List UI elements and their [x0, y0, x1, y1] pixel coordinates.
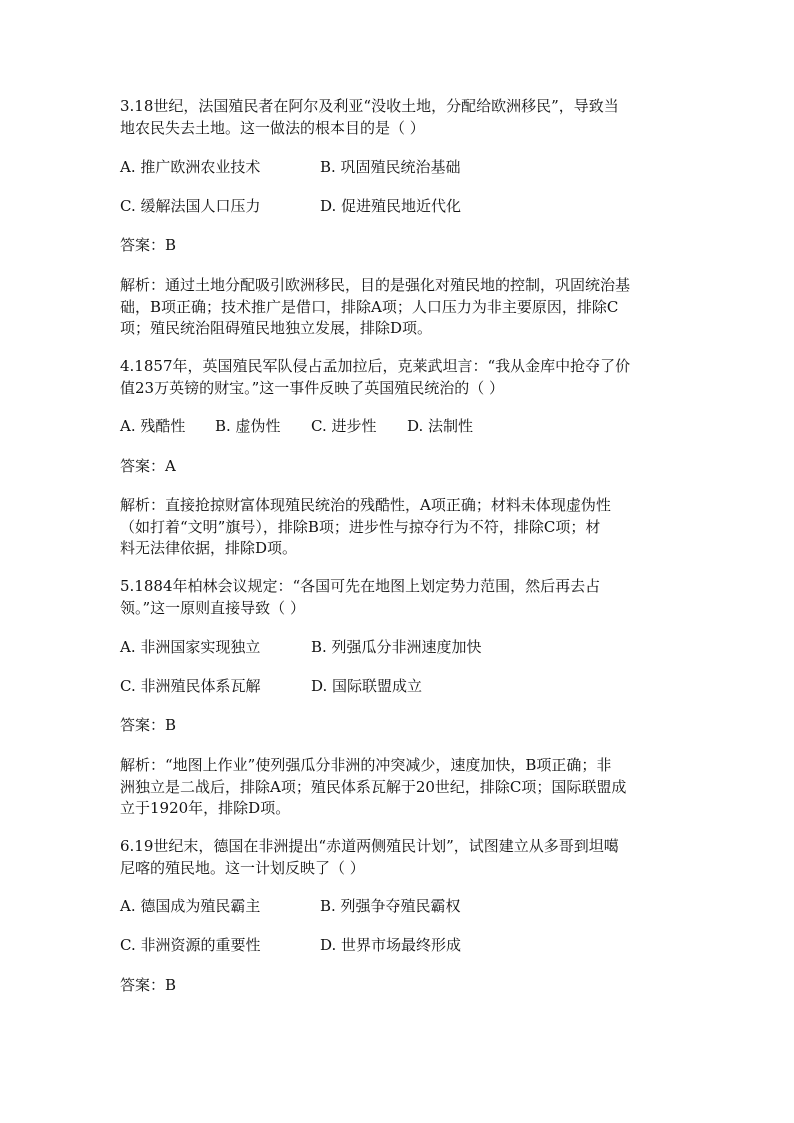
q6-option-c: C. 非洲资源的重要性 — [120, 936, 261, 954]
q5-option-c: C. 非洲殖民体系瓦解 — [120, 677, 261, 695]
q3-analysis-line-1: 解析：通过土地分配吸引欧洲移民，目的是强化对殖民地的控制，巩固统治基 — [120, 276, 631, 294]
q5-analysis-line-1: 解析：“地图上作业”使列强瓜分非洲的冲突减少，速度加快，B项正确；非 — [120, 756, 612, 774]
q4-option-a: A. 残酷性 — [120, 417, 186, 435]
q4-option-c: C. 进步性 — [311, 417, 377, 435]
q3-analysis-line-3: 项；殖民统治阻碍殖民地独立发展，排除D项。 — [120, 319, 433, 337]
q5-analysis-line-2: 洲独立是二战后，排除A项；殖民体系瓦解于20世纪，排除C项；国际联盟成 — [120, 778, 627, 796]
q4-option-d: D. 法制性 — [407, 417, 474, 435]
q4-analysis-line-1: 解析：直接抢掠财富体现殖民统治的残酷性，A项正确；材料未体现虚伪性 — [120, 496, 611, 514]
q3-stem-line-1: 3.18世纪，法国殖民者在阿尔及利亚“没收土地，分配给欧洲移民”，导致当 — [120, 97, 619, 115]
q6-answer: 答案：B — [120, 976, 177, 994]
q4-stem-line-1: 4.1857年，英国殖民军队侵占孟加拉后，克莱武坦言：“我从金库中抢夺了价 — [120, 357, 631, 375]
q5-option-d: D. 国际联盟成立 — [311, 677, 423, 695]
q5-analysis-line-3: 立于1920年，排除D项。 — [120, 799, 291, 817]
q6-stem-line-2: 尼喀的殖民地。这一计划反映了（ ） — [120, 859, 365, 877]
q6-option-a: A. 德国成为殖民霸主 — [120, 897, 261, 915]
q3-option-b: B. 巩固殖民统治基础 — [320, 158, 461, 176]
q4-option-b: B. 虚伪性 — [215, 417, 281, 435]
q4-analysis-line-2: （如打着“文明”旗号），排除B项；进步性与掠夺行为不符，排除C项；材 — [120, 518, 601, 536]
q5-answer: 答案：B — [120, 716, 177, 734]
q4-stem-line-2: 值23万英镑的财宝。”这一事件反映了英国殖民统治的（ ） — [120, 379, 505, 397]
q5-option-b: B. 列强瓜分非洲速度加快 — [311, 638, 482, 656]
q3-analysis-line-2: 础，B项正确；技术推广是借口，排除A项；人口压力为非主要原因，排除C — [120, 298, 619, 316]
q3-stem-line-2: 地农民失去土地。这一做法的根本目的是（ ） — [120, 119, 425, 137]
q5-stem-line-1: 5.1884年柏林会议规定：“各国可先在地图上划定势力范围，然后再去占 — [120, 577, 601, 595]
q6-option-b: B. 列强争夺殖民霸权 — [320, 897, 461, 915]
q3-option-a: A. 推广欧洲农业技术 — [120, 158, 261, 176]
q4-answer: 答案：A — [120, 457, 176, 475]
q5-stem-line-2: 领。”这一原则直接导致（ ） — [120, 599, 305, 617]
q4-analysis-line-3: 料无法律依据，排除D项。 — [120, 539, 298, 557]
q3-option-c: C. 缓解法国人口压力 — [120, 197, 261, 215]
q3-answer: 答案：B — [120, 236, 177, 254]
q3-option-d: D. 促进殖民地近代化 — [320, 197, 462, 215]
q6-option-d: D. 世界市场最终形成 — [320, 936, 462, 954]
q6-stem-line-1: 6.19世纪末，德国在非洲提出“赤道两侧殖民计划”，试图建立从多哥到坦噶 — [120, 837, 619, 855]
q5-option-a: A. 非洲国家实现独立 — [120, 638, 261, 656]
